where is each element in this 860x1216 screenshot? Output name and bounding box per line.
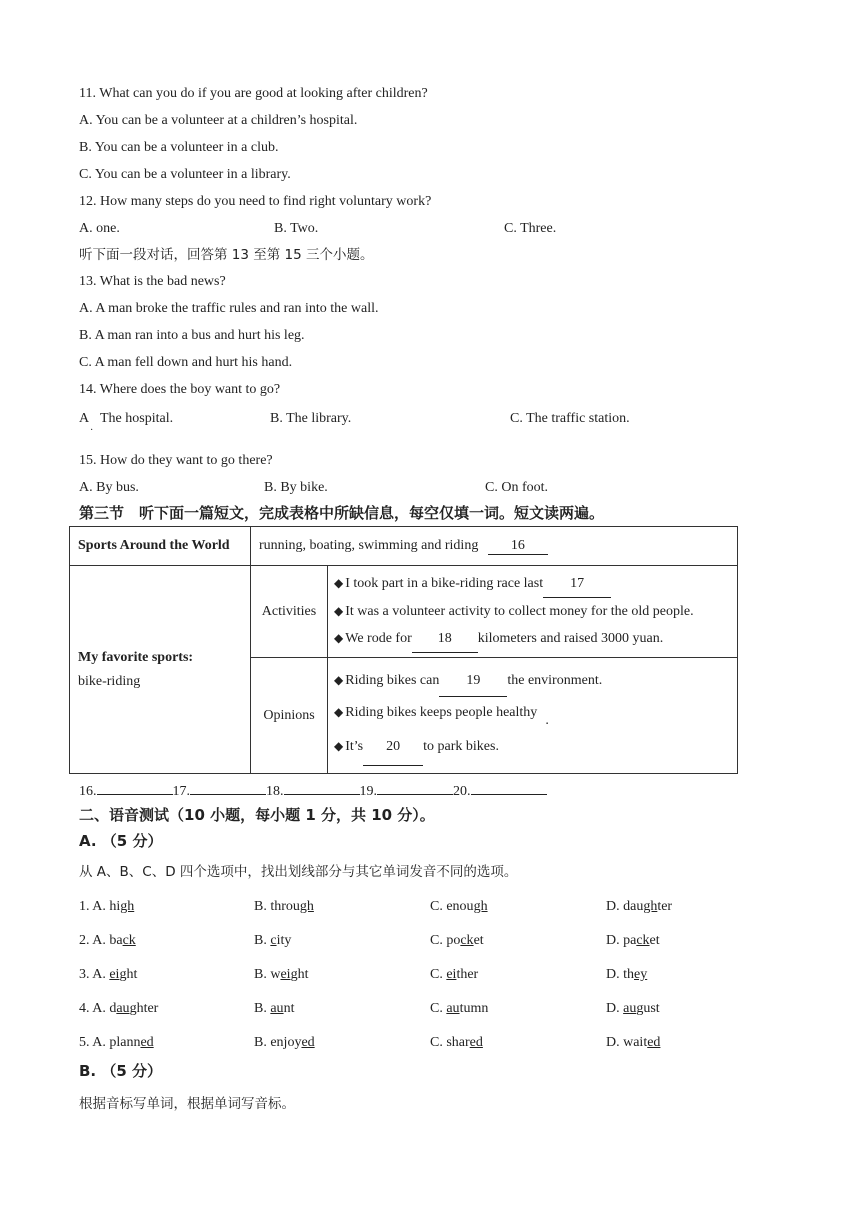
opinions-label: Opinions	[251, 658, 328, 774]
opinions-cell	[328, 658, 738, 774]
q12-option-c: C. Three.	[504, 221, 557, 236]
answer-line: 16. 17. 18. 19. 20.	[79, 780, 547, 801]
diamond-icon: ◆	[334, 673, 344, 687]
partA-instruction: 从 A、B、C、D 四个选项中，找出划线部分与其它单词发音不同的选项。	[79, 864, 518, 880]
phonics-q5-option-c: C. shared	[430, 1035, 483, 1050]
phonics-q5-option-b: B. enjoyed	[254, 1035, 315, 1050]
phonics-q4-option-b: B. aunt	[254, 1001, 295, 1016]
phonics-q2-option-b: B. city	[254, 933, 292, 948]
activity-line-3: ◆ We rode for 18 kilometers and raised 3000 yuan.	[334, 625, 731, 653]
underlined-part: gh	[643, 899, 658, 914]
partB-instruction: 根据音标写单词，根据单词写音标。	[79, 1096, 295, 1112]
q14-option-b: B. The library.	[270, 411, 352, 426]
phonics-q2-option-d: D. packet	[606, 933, 660, 948]
instruction-13-15: 听下面一段对话，回答第 13 至第 15 三个小题。	[79, 247, 374, 263]
opinion-line-2: ◆ Riding bikes keeps people healthy.	[334, 705, 549, 728]
sports-table	[69, 526, 738, 774]
question-11: 11. What can you do if you are good at looking after children?	[79, 86, 428, 101]
answer-blank-16[interactable]	[97, 780, 173, 795]
blank-16: 16	[488, 538, 548, 555]
phonics-q1-option-d: D. daughter	[606, 899, 673, 914]
blank-17: 17	[543, 571, 611, 598]
underlined-part: ed	[647, 1035, 661, 1050]
phonics-q3-option-d: D. they	[606, 967, 648, 982]
phonics-q3-option-b: B. weight	[254, 967, 309, 982]
q11-option-a: A. You can be a volunteer at a children’s hospital.	[79, 113, 358, 128]
underlined-part: ei	[109, 967, 120, 982]
answer-blank-18[interactable]	[284, 780, 360, 795]
diamond-icon: ◆	[334, 604, 344, 618]
underlined-part: ed	[469, 1035, 483, 1050]
q12-option-a: A. one.	[79, 221, 120, 236]
table-head-sports: Sports Around the World	[70, 527, 251, 566]
activities-label: Activities	[251, 566, 328, 658]
answer-blank-19[interactable]	[377, 780, 453, 795]
phonics-q4-option-a: 4. A. daughter	[79, 1001, 159, 1016]
q12-option-b: B. Two.	[274, 221, 319, 236]
underlined-part: au	[446, 1001, 460, 1016]
underlined-part: ey	[634, 967, 648, 982]
phonics-q3-option-c: C. either	[430, 967, 479, 982]
favorite-sports-cell	[70, 566, 251, 774]
diamond-icon: ◆	[334, 705, 344, 719]
favorite-sports-value: bike-riding	[78, 673, 141, 689]
underlined-part: au	[116, 1001, 130, 1016]
q14-option-a: The hospital.	[100, 411, 174, 426]
phonics-q5-option-a: 5. A. planned	[79, 1035, 154, 1050]
blank-18: 18	[412, 626, 478, 653]
phonics-q4-option-d: D. august	[606, 1001, 660, 1016]
answer-blank-17[interactable]	[190, 780, 266, 795]
opinion-line-1: ◆ Riding bikes can 19 the environment.	[334, 665, 731, 697]
q13-option-b: B. A man ran into a bus and hurt his leg.	[79, 328, 305, 343]
table-row1-text-cell	[251, 527, 738, 566]
underlined-part: gh	[473, 899, 488, 914]
q13-option-c: C. A man fell down and hurt his hand.	[79, 355, 293, 370]
phonics-q1-option-a: 1. A. high	[79, 899, 135, 914]
underlined-part: ck	[636, 933, 650, 948]
activities-cell	[328, 566, 738, 658]
diamond-icon: ◆	[334, 576, 344, 590]
section3-title: 第三节 听下面一篇短文，完成表格中所缺信息，每空仅填一词。短文读两遍。	[79, 504, 605, 522]
activity-line-1: ◆ I took part in a bike-riding race last 17	[334, 570, 731, 598]
question-12: 12. How many steps do you need to find right voluntary work?	[79, 194, 432, 209]
question-13: 13. What is the bad news?	[79, 274, 226, 289]
answer-blank-20[interactable]	[471, 780, 547, 795]
q14-option-c: C. The traffic station.	[510, 411, 630, 426]
underlined-part: ei	[280, 967, 291, 982]
q15-option-a: A. By bus.	[79, 480, 139, 495]
q15-option-c: C. On foot.	[485, 480, 548, 495]
phonics-q2-option-a: 2. A. back	[79, 933, 136, 948]
underlined-part: ck	[460, 933, 474, 948]
underlined-part: ed	[301, 1035, 315, 1050]
phonics-q1-option-b: B. through	[254, 899, 314, 914]
underlined-part: ed	[140, 1035, 154, 1050]
q14-option-a-letter: A	[79, 411, 90, 426]
q11-option-c: C. You can be a volunteer in a library.	[79, 167, 291, 182]
blank-20: 20	[363, 729, 423, 766]
q11-option-b: B. You can be a volunteer in a club.	[79, 140, 279, 155]
phonics-q1-option-c: C. enough	[430, 899, 488, 914]
phonics-q2-option-c: C. pocket	[430, 933, 484, 948]
underlined-part: au	[623, 1001, 637, 1016]
underlined-part: c	[270, 933, 277, 948]
diamond-icon: ◆	[334, 739, 344, 753]
blank-19: 19	[439, 666, 507, 697]
question-14: 14. Where does the boy want to go?	[79, 382, 281, 397]
diamond-icon: ◆	[334, 631, 344, 645]
question-15: 15. How do they want to go there?	[79, 453, 273, 468]
opinion-line-3: ◆ It’s 20 to park bikes.	[334, 728, 731, 766]
favorite-sports-head: My favorite sports:	[78, 649, 194, 665]
table-row1-text: running, boating, swimming and riding	[259, 537, 479, 553]
phonics-q5-option-d: D. waited	[606, 1035, 661, 1050]
q15-option-b: B. By bike.	[264, 480, 328, 495]
partB-title: B. （5 分）	[79, 1062, 163, 1080]
q14-option-a-dot: ·	[90, 425, 94, 436]
underlined-part: ck	[122, 933, 136, 948]
phonics-q4-option-c: C. autumn	[430, 1001, 489, 1016]
partA-title: A. （5 分）	[79, 832, 163, 850]
underlined-part: ei	[446, 967, 457, 982]
part2-title: 二、语音测试（10 小题，每小题 1 分，共 10 分）。	[79, 806, 435, 824]
underlined-part: gh	[299, 899, 314, 914]
underlined-part: gh	[120, 899, 135, 914]
underlined-part: au	[270, 1001, 284, 1016]
phonics-q3-option-a: 3. A. eight	[79, 967, 138, 982]
activity-line-2: ◆ It was a volunteer activity to collect money for the old people.	[334, 604, 694, 619]
q13-option-a: A. A man broke the traffic rules and ran into the wall.	[79, 301, 379, 316]
